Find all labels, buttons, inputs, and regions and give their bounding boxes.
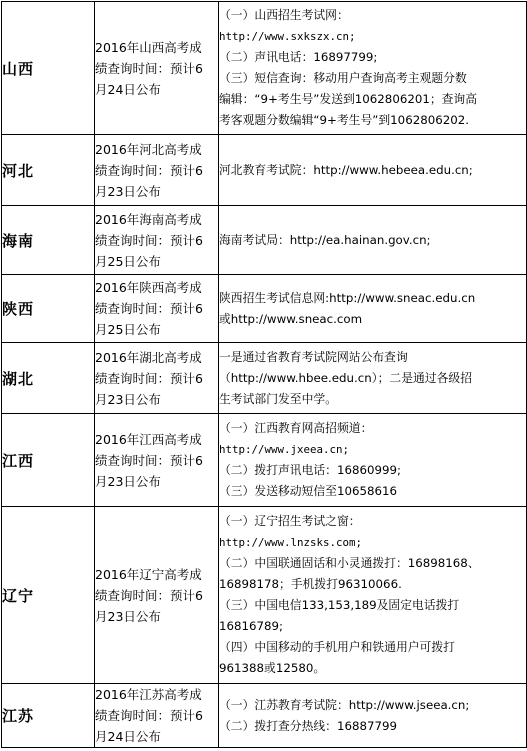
time-line: 绩查询时间：预计6	[95, 708, 203, 723]
time-cell	[95, 414, 219, 507]
province-cell: 陕西	[2, 275, 95, 343]
time-cell	[95, 684, 219, 748]
info-line: （四）中国移动的手机用户和铁通用户可拨打	[219, 640, 455, 654]
time-line: 绩查询时间：预计6	[95, 232, 203, 248]
info-line: 生考试部门发至中学。	[219, 391, 337, 406]
table-row	[2, 507, 527, 684]
info-line: http://www.sxkszx.cn;	[219, 30, 356, 43]
table-row	[2, 414, 527, 507]
time-line: 2016年江苏高考成	[95, 687, 202, 702]
table-row	[2, 135, 527, 206]
info-line: （二）拨打查分热线：16887799	[219, 718, 398, 733]
time-line: 绩查询时间：预计6	[95, 162, 203, 178]
time-line: 2016年山西高考成	[95, 39, 202, 55]
time-line: 绩查询时间：预计6	[95, 452, 203, 468]
table-row	[2, 343, 527, 414]
time-cell	[95, 507, 219, 684]
province-cell: 江苏	[2, 684, 95, 748]
info-line: 16898178；手机拨打96310066.	[219, 577, 402, 591]
info-line: 16816789;	[219, 619, 284, 633]
province-cell: 河北	[2, 135, 95, 206]
table-body	[2, 2, 527, 748]
time-line: 月23日公布	[95, 183, 161, 199]
time-line: 2016年海南高考成	[95, 211, 202, 227]
time-line: 绩查询时间：预计6	[95, 370, 203, 386]
info-cell	[219, 684, 527, 748]
time-line: 2016年湖北高考成	[95, 349, 202, 365]
info-cell	[219, 414, 527, 507]
table-row	[2, 684, 527, 748]
time-line: 绩查询时间：预计6	[95, 60, 203, 76]
info-line: http://www.jxeea.cn;	[219, 443, 350, 456]
info-line: 一是通过省教育考试院网站公布查询	[219, 349, 408, 364]
info-cell	[219, 2, 527, 135]
table-row	[2, 275, 527, 343]
time-cell	[95, 2, 219, 135]
time-line: 月23日公布	[95, 473, 161, 489]
info-line: 考客观题分数编辑“9+考生号”到1062806202.	[219, 113, 469, 127]
info-cell	[219, 275, 527, 343]
time-line: 月24日公布	[95, 81, 161, 97]
time-line: 2016年河北高考成	[95, 141, 202, 157]
time-line: 绩查询时间：预计6	[95, 301, 203, 316]
province-cell: 辽宁	[2, 507, 95, 684]
info-line: 河北教育考试院：http://www.hebeea.edu.cn;	[219, 162, 473, 177]
province-cell: 山西	[2, 2, 95, 135]
info-line: （二）声讯电话：16897799;	[219, 50, 378, 64]
info-cell	[219, 343, 527, 414]
info-line: 海南考试局：http://ea.hainan.gov.cn;	[219, 232, 431, 247]
table-row	[2, 2, 527, 135]
time-line: 2016年陕西高考成	[95, 280, 202, 295]
time-cell	[95, 135, 219, 206]
time-cell	[95, 343, 219, 414]
time-line: 2016年辽宁高考成	[95, 566, 202, 582]
time-cell	[95, 206, 219, 275]
table-row	[2, 206, 527, 275]
time-line: 月23日公布	[95, 608, 161, 624]
info-line: 或http://www.sneac.com	[219, 311, 363, 326]
info-cell	[219, 206, 527, 275]
time-line: 月25日公布	[95, 253, 161, 269]
time-line: 月25日公布	[95, 322, 161, 337]
info-line: （http://www.hbee.edu.cn）；二是通过各级招	[219, 370, 472, 385]
info-line: （三）短信查询：移动用户查询高考主观题分数	[219, 71, 467, 85]
info-line: （一）江西教育网高招频道：	[219, 421, 373, 435]
time-line: 月24日公布	[95, 729, 161, 744]
time-line: 2016年江西高考成	[95, 431, 202, 447]
info-line: 编辑：“9+考生号”发送到1062806201；查询高	[219, 92, 478, 106]
time-line: 月23日公布	[95, 391, 161, 407]
info-line: http://www.lnzsks.com;	[219, 536, 363, 549]
province-cell: 湖北	[2, 343, 95, 414]
info-line: 961388或12580。	[219, 661, 326, 675]
info-cell	[219, 507, 527, 684]
time-cell	[95, 275, 219, 343]
info-line: （一）山西招生考试网：	[219, 8, 349, 22]
info-line: （三）中国电信133,153,189及固定电话拨打	[219, 598, 460, 612]
info-line: （三）发送移动短信至10658616	[219, 484, 398, 498]
info-line: （二）拨打声讯电话：16860999;	[219, 463, 401, 477]
info-line: （一）辽宁招生考试之窗：	[219, 514, 361, 528]
time-line: 绩查询时间：预计6	[95, 587, 203, 603]
info-line: （一）江苏教育考试院：http://www.jseea.cn;	[219, 697, 470, 712]
info-cell	[219, 135, 527, 206]
province-cell: 海南	[2, 206, 95, 275]
info-line: （二）中国联通固话和小灵通拨打：16898168、	[219, 556, 480, 570]
info-line: 陕西招生考试信息网:http://www.sneac.edu.cn	[219, 290, 476, 305]
exam-results-table	[1, 1, 527, 748]
province-cell: 江西	[2, 414, 95, 507]
